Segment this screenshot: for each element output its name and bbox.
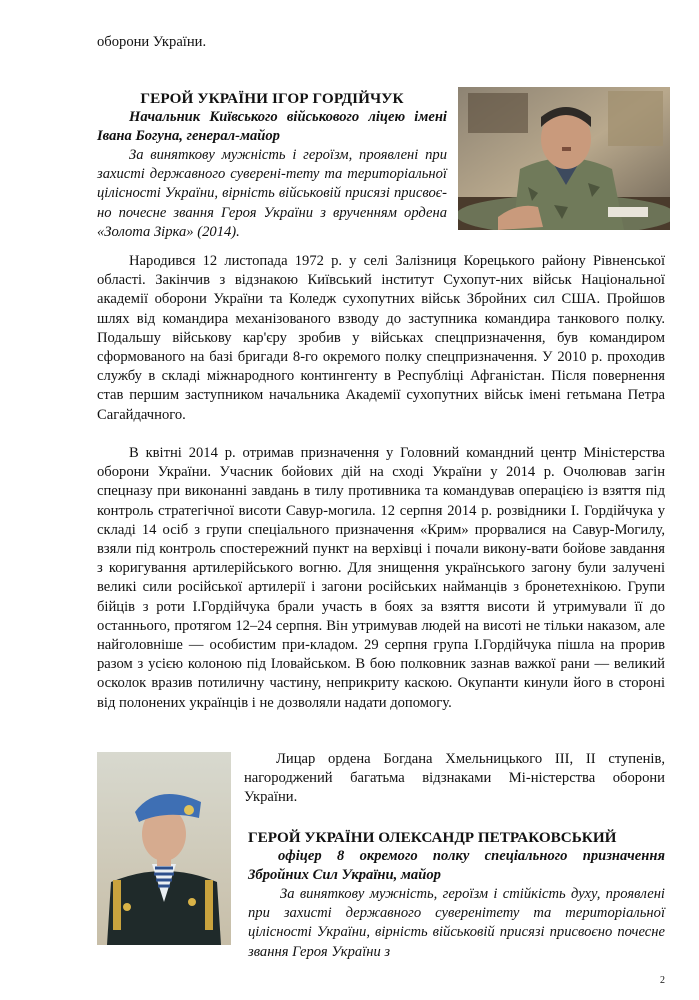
hero2-heading: ГЕРОЙ УКРАЇНИ ОЛЕКСАНДР ПЕТРАКОВСЬКИЙ xyxy=(248,829,617,846)
hero1-biography-2: В квітні 2014 р. отримав призначення у Головний командний центр Міністерства оборони України. Учасник бойових дій на сході України у 2014 р. Очолював загін спецназу при виконанні завдань в тилу противника та командував операцією із взяття під контроль стратегічної висоти Савур-могила. 12 серпня 2014 р. розвідники І. Гордійчука у складі 14 осіб з групи спеціального призначення «Крим» прорвалися на Савур-Могилу, взяли під контроль спостережний пункт на верхівці і почали викону-вати бойове завдання з коригування артилерійського вогню. Для знищення українського загону були залучені великі сили російської артилерії і загони російських найманців з бронетехнікою. Групи бійців з роти І.Гордійчука брали участь в боях за взяття висоти й утримували її до останнього, протягом 12–24 серпня. Він утримував людей на висоті не тільки наказом, але найголовніше — особистим при-кладом. 29 серпня група І.Гордійчука пішла на прорив разом з усією колоною під Іловайськом. В бою полковник зазнав важкої рани — великий осколок вразив потиличну частину, неприкриту каскою. Окупанти кинули його в стороні від полонених українців і не дозволяли надати допомогу. xyxy=(97,445,665,711)
hero1-position: Начальник Київського військового ліцею імені Івана Богуна, генерал-майор xyxy=(97,109,447,145)
officer-portrait-image xyxy=(458,87,670,230)
hero2-position: офіцер 8 окремого полку спеціального призначення Збройних Сил України, майор xyxy=(248,848,665,884)
hero2-award: За виняткову мужність, героїзм і стійкість духу, проявлені при захисті державного суверенітету та територіальної цілісності України, вірність військовій присязі присвоєно почесне звання Героя України з xyxy=(248,886,665,960)
paratrooper-portrait-image xyxy=(97,752,231,945)
hero1-biography-3: Лицар ордена Богдана Хмельницького ІІІ, ІІ ступенів, нагороджений багатьма відзнаками Мі-ністерства оборони України. xyxy=(244,751,665,806)
page-number: 2 xyxy=(660,975,665,986)
hero1-award: За виняткову мужність і героїзм, проявлені при захисті державного суверені-тету та територіальної цілісності України, вірність військовій присязі присвоє-но почесне звання Героя України з врученням ордена «Золота Зірка» (2014). xyxy=(97,147,447,240)
hero2-photo xyxy=(97,752,231,945)
continuation-line: оборони України. xyxy=(97,34,207,50)
hero1-photo xyxy=(458,87,670,230)
hero1-biography-1: Народився 12 листопада 1972 р. у селі Залізниця Корецького району Рівненської області. Закінчив з відзнакою Київський інститут Сухопут-них військ Національної академії оборони України та Коледж сухопутних військ Збройних сил США. Пройшов шлях від командира механізованого взводу до заступника командира танкового полку. Подальшу військову кар'єру зробив у військах спецпризначення, був командиром сформованого на базі бригади 8-го окремого полку спецпризначення. У 2010 р. проходив службу в складі міжнародного контингенту в Республіці Афганістан. Після повернення став першим заступником начальника Академії сухопутних військ імені гетьмана Петра Сагайдачного. xyxy=(97,253,665,423)
hero1-heading: ГЕРОЙ УКРАЇНИ ІГОР ГОРДІЙЧУК xyxy=(140,90,404,107)
